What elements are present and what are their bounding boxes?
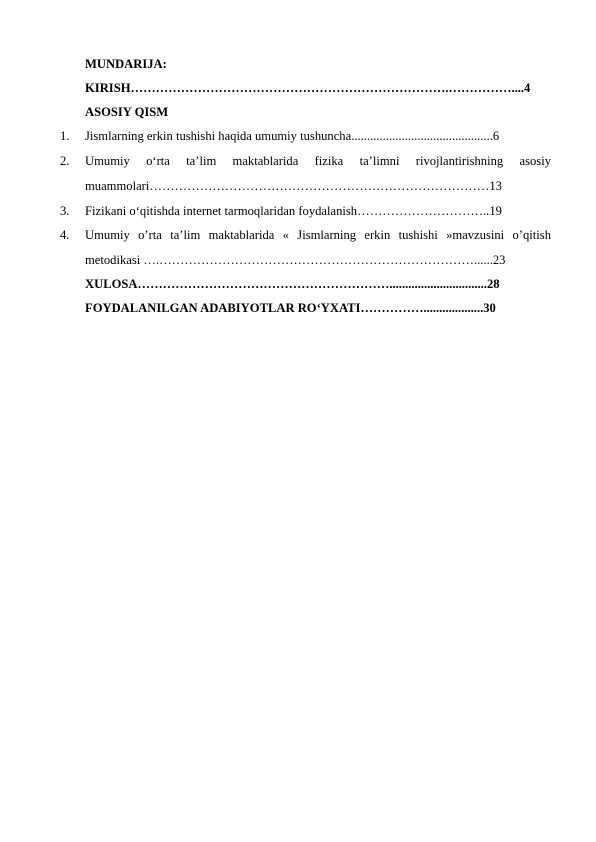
toc-item-number: 2. [60, 154, 70, 168]
toc-entry-references: FOYDALANILGAN ADABIYOTLAR RO‘YXATI……………...................30 [85, 301, 496, 315]
toc-item-text-continuation: muammolari………………………………………………………………………13 [85, 179, 502, 193]
toc-item-number: 4. [60, 228, 70, 242]
toc-item-text: Umumiy o’rta ta’lim maktablarida « Jismlarning erkin tushishi »mavzusini o’qitish [85, 228, 551, 242]
toc-item-text: Fizikani o‘qitishda internet tarmoqlaridan foydalanish…………………………..19 [85, 204, 502, 218]
toc-section-main: ASOSIY QISM [85, 105, 169, 119]
toc-heading: MUNDARIJA: [85, 57, 167, 71]
toc-item-text-continuation: metodikasi ….…………………………………………………………………......23 [85, 253, 506, 267]
toc-item-number: 1. [60, 129, 70, 143]
toc-entry-intro: KIRISH………………………………………………………………….……………....4 [85, 81, 531, 95]
toc-item-text: Umumiy o‘rta ta’lim maktablarida fizika ta’limni rivojlantirishning asosiy [85, 154, 551, 168]
toc-item-text: Jismlarning erkin tushishi haqida umumiy tushuncha.............................................6 [85, 129, 500, 143]
toc-item-number: 3. [60, 204, 70, 218]
toc-entry-conclusion: XULOSA……………………………………………………...............................28 [85, 277, 500, 291]
